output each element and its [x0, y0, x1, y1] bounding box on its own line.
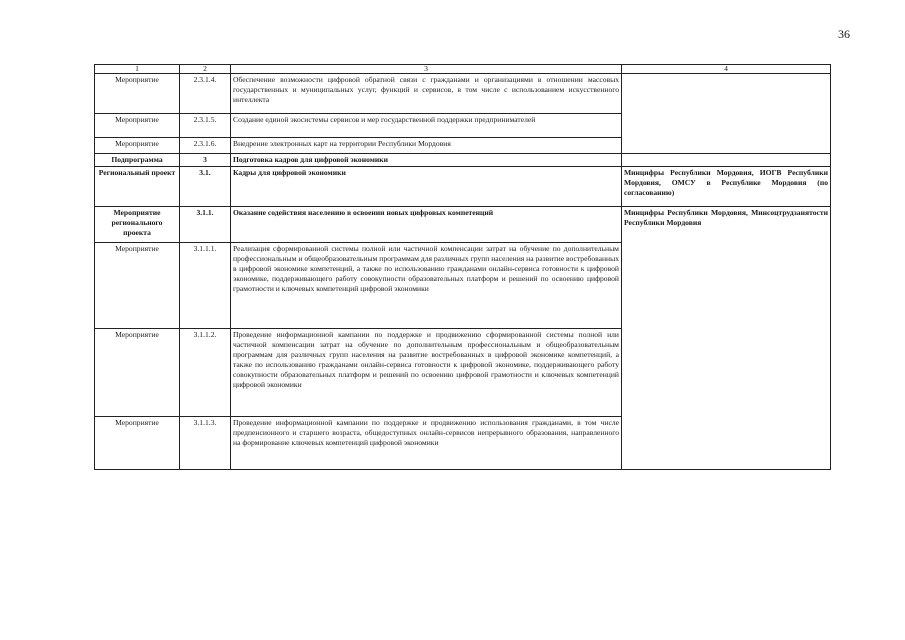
row-name: Проведение информационной кампании по поддержке и продвижению использования гражданами, в том числе предпенсионного и старшего возраста, общедоступных онлайн-сервисов непрерывного образования, направленного на формирование ключевых компетенций цифровой экономики	[231, 417, 622, 470]
row-name: Реализация сформированной системы полной или частичной компенсации затрат на обучение по дополнительным профессиональным и общеобразовательным программам для различных групп населения на развитие востребованных в цифровой экономике компетенций, а также по использованию гражданами онлайн-сервиса готовности к цифровой экономике, поддерживающего работу совокупности образовательных платформ и решений по освоению цифровой грамотности и ключевых компетенций цифровой экономики	[231, 243, 622, 329]
page-number: 36	[838, 27, 850, 41]
row-type: Мероприятие	[95, 329, 180, 417]
column-header: 2	[180, 65, 231, 74]
row-name: Подготовка кадров для цифровой экономики	[231, 154, 622, 167]
row-type: Мероприятие	[95, 243, 180, 329]
row-code: 2.3.1.4.	[180, 74, 231, 114]
table-row	[95, 74, 831, 114]
row-code: 2.3.1.5.	[180, 114, 231, 138]
row-code: 3.1.1.1.	[180, 243, 231, 329]
row-type: Региональный проект	[95, 167, 180, 207]
row-code: 2.3.1.6.	[180, 138, 231, 154]
row-type: Мероприятие	[95, 74, 180, 114]
row-type: Мероприятие	[95, 114, 180, 138]
row-name: Обеспечение возможности цифровой обратной связи с гражданами и организациями в отношении массовых государственных и муниципальных услуг, функций и сервисов, в том числе с использованием искусственного интеллекта	[231, 74, 622, 114]
row-code: 3.1.1.	[180, 207, 231, 243]
row-code: 3	[180, 154, 231, 167]
row-responsible: Минцифры Республики Мордовия, ИОГВ Республики Мордовия, ОМСУ в Республике Мордовия (по согласованию)	[622, 167, 831, 207]
row-name: Кадры для цифровой экономики	[231, 167, 622, 207]
program-table	[94, 64, 831, 470]
column-header: 3	[231, 65, 622, 74]
column-header: 4	[622, 65, 831, 74]
table-row	[95, 207, 831, 243]
row-code: 3.1.1.3.	[180, 417, 231, 470]
header-row	[95, 65, 831, 74]
column-header: 1	[95, 65, 180, 74]
row-name: Проведение информационной кампании по поддержке и продвижению сформированной системы полной или частичной компенсации затрат на обучение по дополнительным профессиональным и общеобразовательным программам для различных групп населения на развитие востребованных в цифровой экономике компетенций, а также по использованию гражданами онлайн-сервиса готовности к цифровой экономике, поддерживающего работу совокупности образовательных платформ и решений по освоению цифровой грамотности и ключевых компетенций цифровой экономики	[231, 329, 622, 417]
row-type: Мероприятие регионального проекта	[95, 207, 180, 243]
table-row	[95, 154, 831, 167]
row-code: 3.1.1.2.	[180, 329, 231, 417]
table-row	[95, 167, 831, 207]
row-type: Мероприятие	[95, 138, 180, 154]
row-code: 3.1.	[180, 167, 231, 207]
row-responsible: Минцифры Республики Мордовия, Минсоцтрудзанятости Республики Мордовия	[622, 207, 831, 470]
row-responsible	[622, 74, 831, 154]
row-name: Внедрение электронных карт на территории Республики Мордовия	[231, 138, 622, 154]
row-type: Подпрограмма	[95, 154, 180, 167]
row-name: Оказание содействия населению в освоении новых цифровых компетенций	[231, 207, 622, 243]
row-name: Создание единой экосистемы сервисов и мер государственной поддержки предпринимателей	[231, 114, 622, 138]
row-type: Мероприятие	[95, 417, 180, 470]
row-responsible	[622, 154, 831, 167]
